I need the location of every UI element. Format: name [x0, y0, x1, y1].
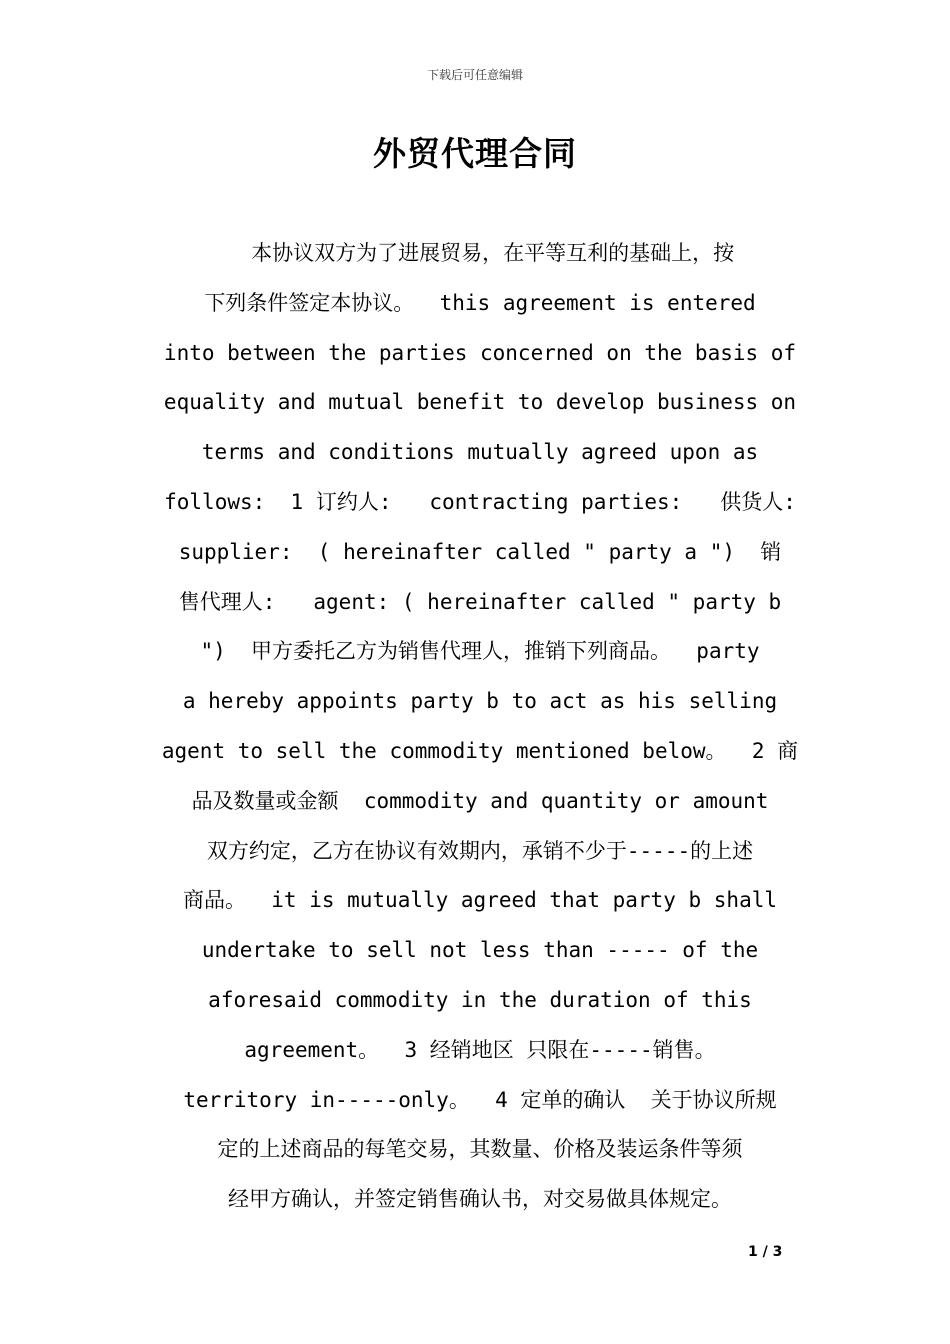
- body-line: ") 甲方委托乙方为销售代理人，推销下列商品。 party: [200, 639, 760, 664]
- body-line: aforesaid commodity in the duration of this: [208, 987, 752, 1012]
- body-line: 双方约定，乙方在协议有效期内，承销不少于-----的上述: [206, 838, 754, 863]
- body-line: 售代理人: agent: ( hereinafter called " party b: [178, 589, 782, 614]
- body-line: a hereby appoints party b to act as his selling: [182, 689, 778, 714]
- body-line: 品及数量或金额 commodity and quantity or amount: [191, 788, 769, 813]
- body-line: territory in-----only。 4 定单的确认 关于协议所规: [183, 1087, 777, 1112]
- document-title: 外贸代理合同: [373, 134, 577, 173]
- body-line: terms and conditions mutually agreed upon as: [201, 440, 759, 465]
- body-line: 本协议双方为了进展贸易，在平等互利的基础上，按: [225, 241, 735, 265]
- body-line: 经甲方确认，并签定销售确认书，对交易做具体规定。: [228, 1187, 732, 1212]
- body-line: supplier: ( hereinafter called " party a ") 销: [178, 539, 782, 564]
- body-line: agent to sell the commodity mentioned below。 2 商: [161, 738, 799, 763]
- body-line: 商品。 it is mutually agreed that party b shall: [182, 888, 777, 913]
- body-line: follows: 1 订约人: contracting parties: 供货人:: [164, 489, 796, 514]
- page-header-note: 下载后可任意编辑: [426, 68, 523, 82]
- body-line: undertake to sell not less than ----- of the: [201, 938, 759, 963]
- body-line: 定的上述商品的每笔交易，其数量、价格及装运条件等须: [217, 1137, 743, 1162]
- body-line: 下列条件签定本协议。 this agreement is entered: [204, 290, 756, 315]
- page-number: 1 / 3: [748, 1244, 783, 1260]
- body-line: into between the parties concerned on the basis of: [163, 340, 797, 365]
- document-body: [140, 229, 820, 1225]
- body-line: equality and mutual benefit to develop business on: [163, 390, 797, 415]
- body-line: agreement。 3 经销地区 只限在-----销售。: [244, 1037, 716, 1062]
